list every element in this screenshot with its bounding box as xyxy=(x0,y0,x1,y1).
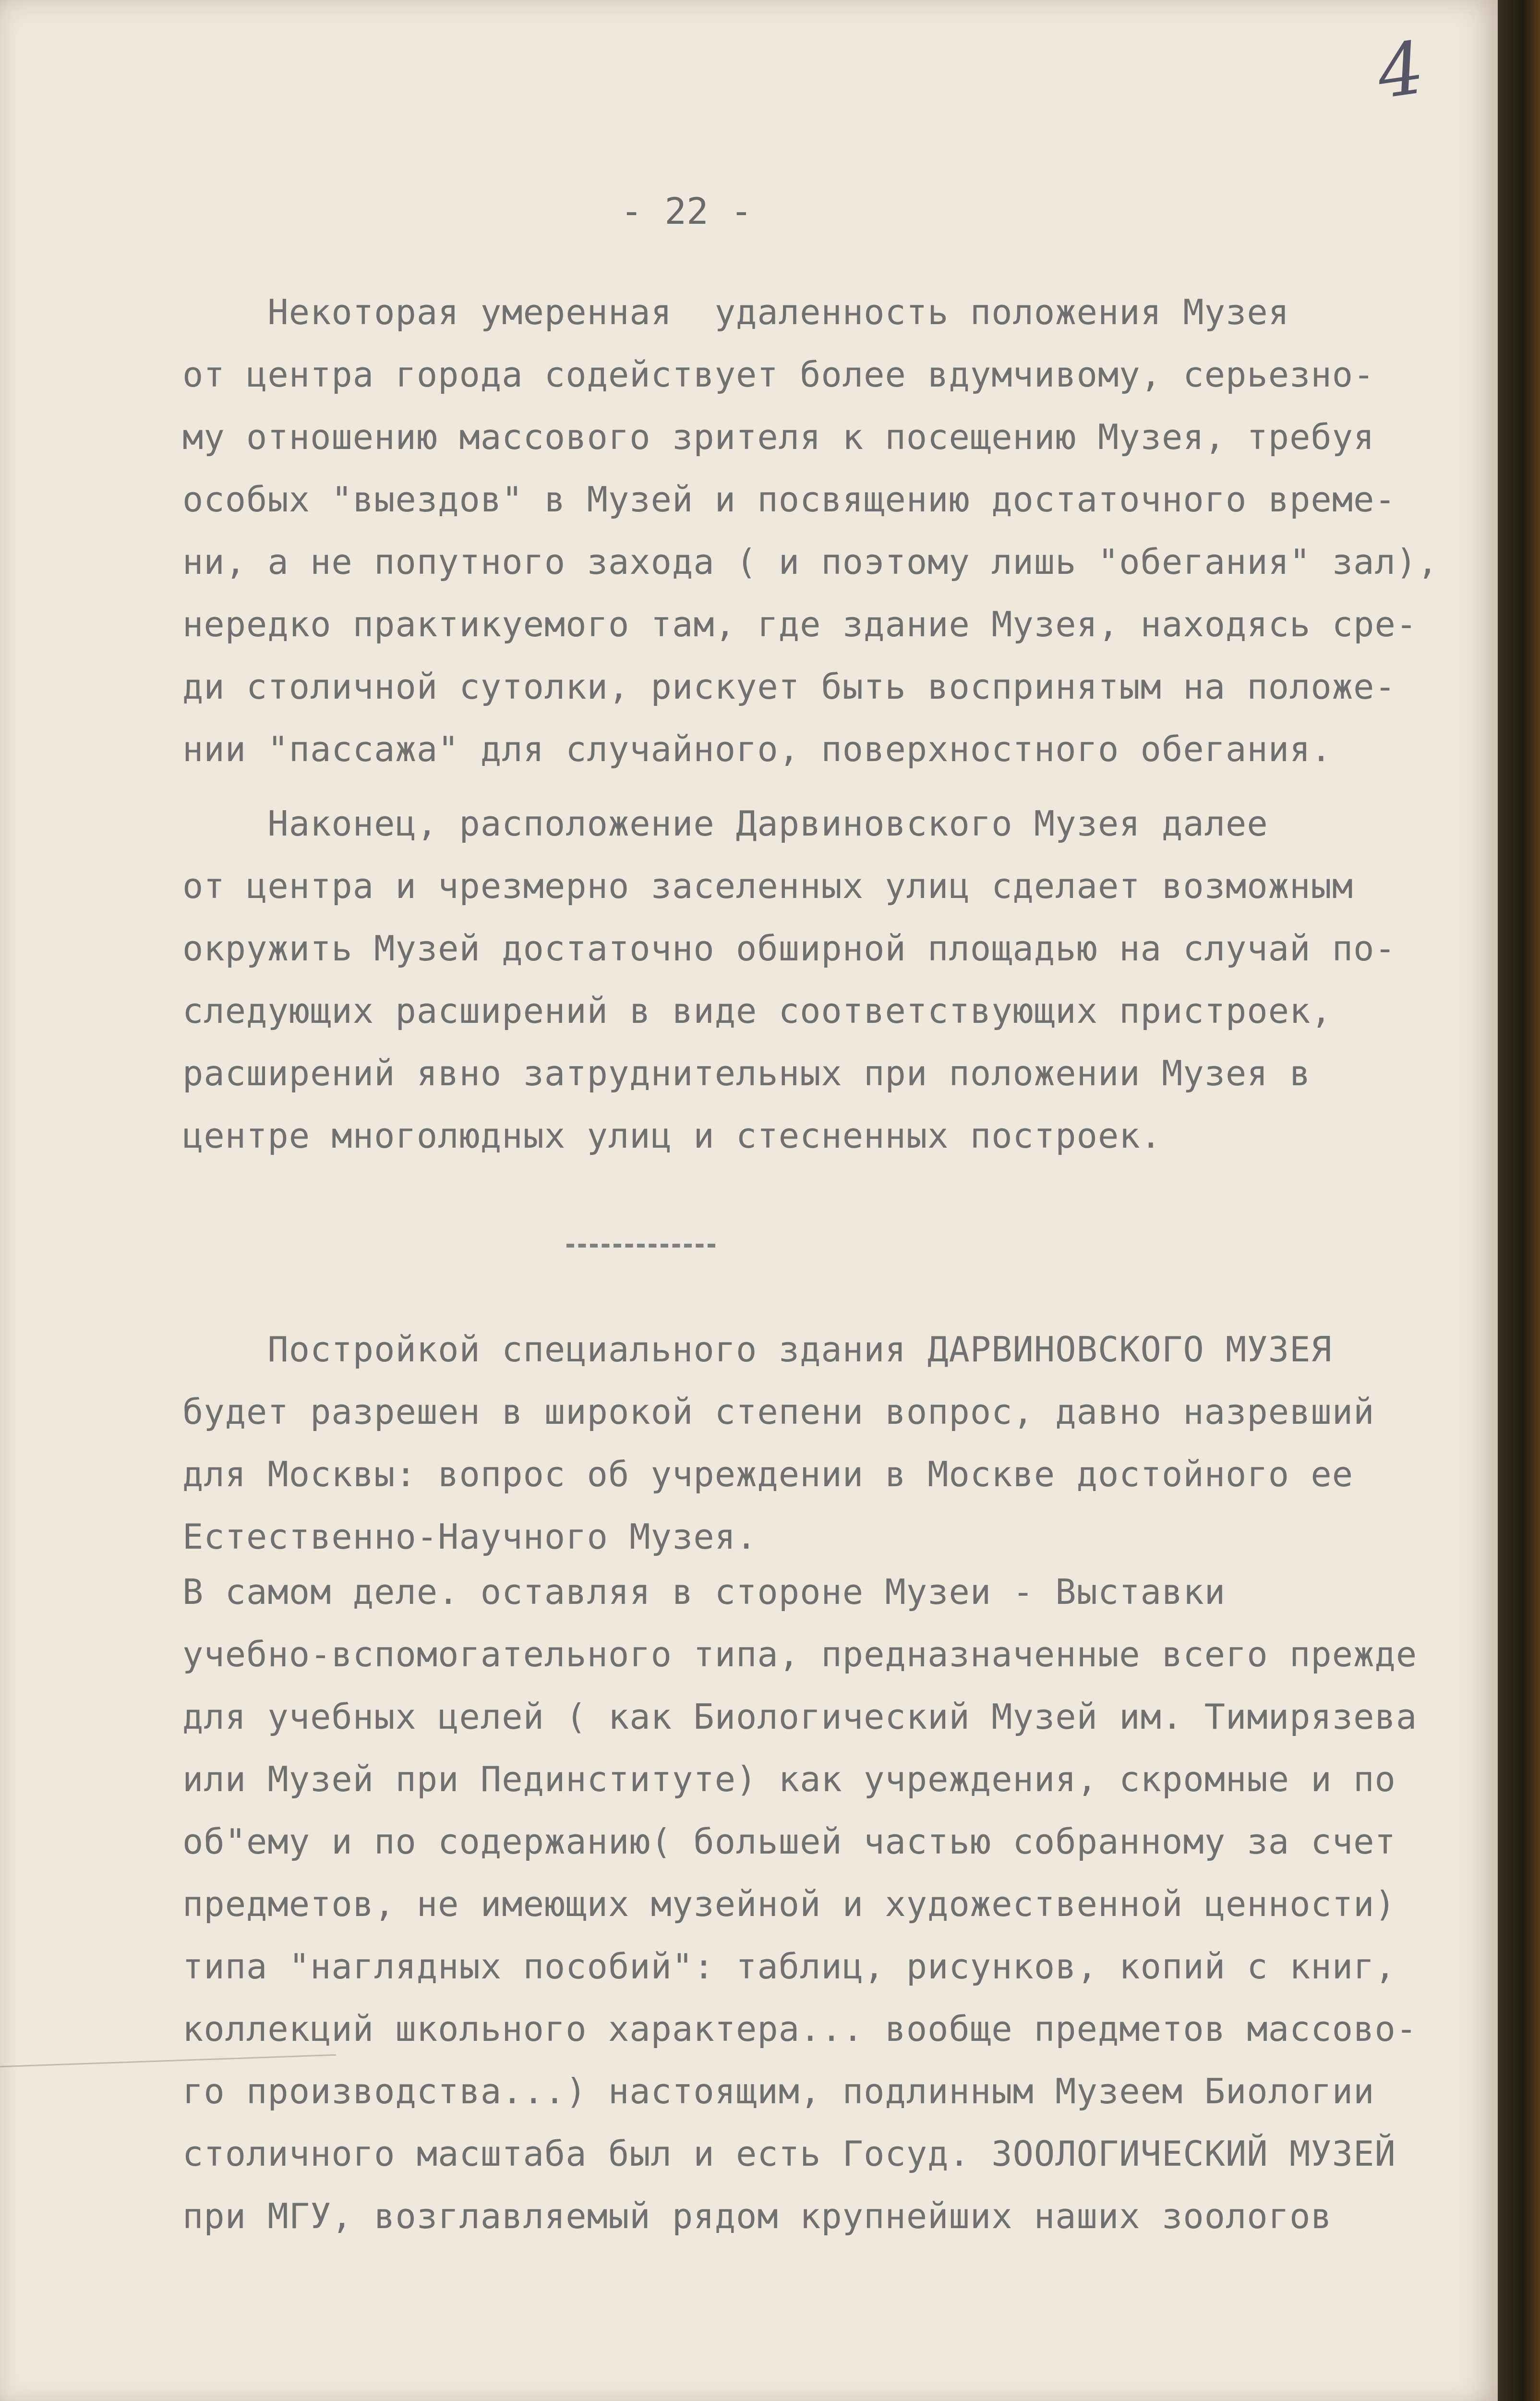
text-line: окружить Музей достаточно обширной площадью на случай по- xyxy=(182,928,1396,969)
text-line: или Музей при Пединституте) как учреждения, скромные и по xyxy=(182,1759,1396,1799)
text-line: будет разрешен в широкой степени вопрос, давно назревший xyxy=(182,1392,1375,1432)
text-line: учебно-вспомогательного типа, предназначенные всего прежде xyxy=(182,1634,1418,1674)
text-line: при МГУ, возглавляемый рядом крупнейших наших зоологов xyxy=(182,2196,1332,2236)
text-line: Некоторая умеренная удаленность положения Музея xyxy=(182,292,1290,332)
text-line: типа "наглядных пособий": таблиц, рисунков, копий с книг, xyxy=(182,1946,1396,1987)
text-line: ди столичной сутолки, рискует быть воспринятым на положе- xyxy=(182,667,1396,707)
text-line: Наконец, расположение Дарвиновского Музея далее xyxy=(182,803,1268,844)
text-line: ни, а не попутного захода ( и поэтому лишь "обегания" зал), xyxy=(182,542,1439,582)
background-edge xyxy=(1498,0,1540,2401)
text-line: от центра и чрезмерно заселенных улиц сделает возможным xyxy=(182,866,1354,906)
paragraph-2 xyxy=(182,792,1431,1167)
text-line: об"ему и по содержанию( большей частью собранному за счет xyxy=(182,1821,1396,1862)
page-number: - 22 - xyxy=(620,190,753,232)
text-line: Естественно-Научного Музея. xyxy=(182,1516,758,1557)
text-line: го производства...) настоящим, подлинным Музеем Биологии xyxy=(182,2071,1375,2111)
text-line: центре многолюдных улиц и стесненных построек. xyxy=(182,1116,1162,1156)
text-line: столичного масштаба был и есть Госуд. ЗООЛОГИЧЕСКИЙ МУЗЕЙ xyxy=(182,2134,1396,2174)
paragraph-4 xyxy=(182,1561,1431,2247)
text-line: предметов, не имеющих музейной и художественной ценности) xyxy=(182,1884,1396,1924)
text-line: для учебных целей ( как Биологический Музей им. Тимирязева xyxy=(182,1697,1418,1737)
text-line: для Москвы: вопрос об учреждении в Москве достойного ее xyxy=(182,1454,1354,1494)
text-line: от центра города содействует более вдумчивому, серьезно- xyxy=(182,354,1375,395)
section-separator xyxy=(566,1244,715,1248)
text-line: коллекций школьного характера... вообще предметов массово- xyxy=(182,2009,1418,2049)
text-line: особых "выездов" в Музей и посвящению достаточного време- xyxy=(182,479,1396,520)
text-line: Постройкой специального здания ДАРВИНОВСКОГО МУЗЕЯ xyxy=(182,1329,1332,1370)
paragraph-3 xyxy=(182,1318,1431,1568)
paragraph-1 xyxy=(182,281,1439,780)
text-line: нередко практикуемого там, где здание Музея, находясь сре- xyxy=(182,604,1418,644)
text-line: В самом деле. оставляя в стороне Музеи - Выставки xyxy=(182,1572,1226,1612)
text-line: расширений явно затруднительных при положении Музея в xyxy=(182,1053,1311,1093)
text-line: нии "пассажа" для случайного, поверхностного обегания. xyxy=(182,729,1332,769)
archive-folio-number: 4 xyxy=(1372,26,1430,115)
text-line: му отношению массового зрителя к посещению Музея, требуя xyxy=(182,417,1375,457)
text-line: следующих расширений в виде соответствующих пристроек, xyxy=(182,991,1332,1031)
